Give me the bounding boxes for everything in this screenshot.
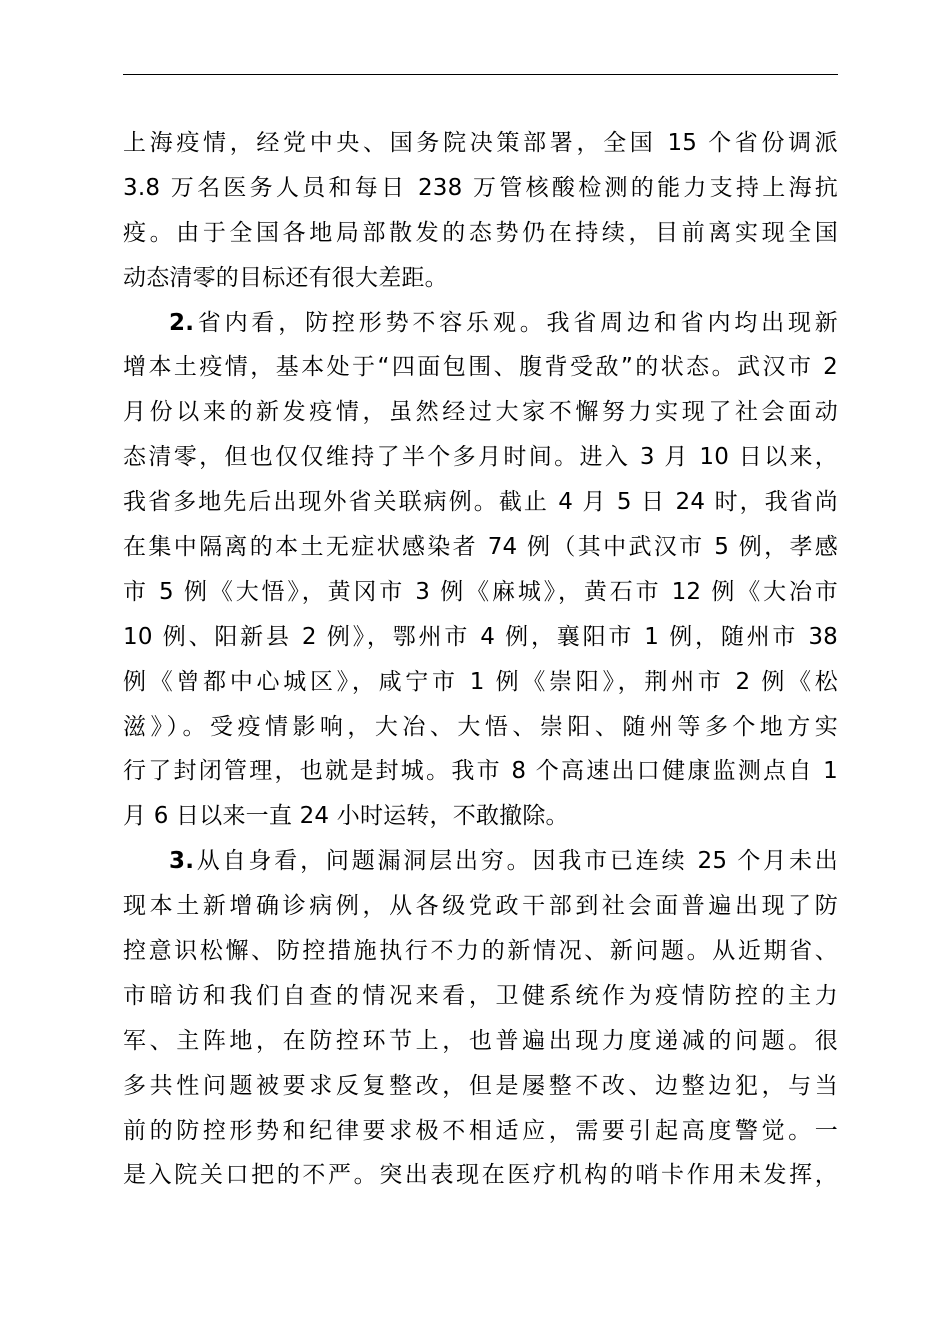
paragraph-first-line — [123, 301, 838, 346]
text-line: 现本土新增确诊病例，从各级党政干部到社会面普遍出现了防 — [123, 893, 838, 920]
header-rule — [123, 74, 838, 75]
text-span: 省内看，防控形势不容乐观。我省周边和省内均出现新 — [194, 309, 838, 336]
text-line: 是入院关口把的不严。突出表现在医疗机构的哨卡作用未发挥， — [123, 1162, 838, 1189]
text-line: 月 6 日以来一直 24 小时运转，不敢撤除。 — [123, 803, 569, 830]
text-line: 动态清零的目标还有很大差距。 — [123, 264, 448, 291]
text-line: 军、主阵地，在防控环节上，也普遍出现力度递减的问题。很 — [123, 1027, 838, 1054]
paragraph-3 — [123, 839, 838, 1198]
text-line: 在集中隔离的本土无症状感染者 74 例（其中武汉市 5 例，孝感 — [123, 534, 838, 561]
paragraph-2 — [123, 301, 838, 840]
text-line: 控意识松懈、防控措施执行不力的新情况、新问题。从近期省、 — [123, 938, 838, 965]
text-line: 我省多地先后出现外省关联病例。截止 4 月 5 日 24 时，我省尚 — [123, 489, 838, 516]
text-line: 市 5 例《大悟》，黄冈市 3 例《麻城》，黄石市 12 例《大冶市 — [123, 578, 838, 605]
text-line: 市暗访和我们自查的情况来看，卫健系统作为疫情防控的主力 — [123, 982, 838, 1009]
text-line: 疫。由于全国各地局部散发的态势仍在持续，目前离实现全国 — [123, 219, 838, 246]
text-line: 10 例、阳新县 2 例》，鄂州市 4 例，襄阳市 1 例，随州市 38 — [123, 623, 838, 650]
text-line: 例《曾都中心城区》，咸宁市 1 例《崇阳》，荆州市 2 例《松 — [123, 668, 838, 695]
text-line: 多共性问题被要求反复整改，但是屡整不改、边整边犯，与当 — [123, 1072, 838, 1099]
section-number: 3. — [169, 848, 195, 875]
text-line: 上海疫情，经党中央、国务院决策部署，全国 15 个省份调派 — [123, 130, 838, 156]
text-line: 月份以来的新发疫情，虽然经过大家不懈努力实现了社会面动 — [123, 399, 838, 426]
text-line: 态清零，但也仅仅维持了半个多月时间。进入 3 月 10 日以来， — [123, 444, 838, 471]
paragraph-first-line — [123, 839, 838, 884]
text-span: 从自身看，问题漏洞层出穷。因我市已连续 25 个月未出 — [194, 848, 838, 875]
section-number: 2. — [169, 309, 195, 336]
text-line: 增本土疫情，基本处于“四面包围、腹背受敌”的状态。武汉市 2 — [123, 354, 838, 381]
document-body — [123, 121, 838, 1198]
paragraph-1 — [123, 121, 838, 301]
text-line: 滋》）。受疫情影响，大冶、大悟、崇阳、随州等多个地方实 — [123, 713, 838, 740]
text-line: 行了封闭管理，也就是封城。我市 8 个高速出口健康监测点自 1 — [123, 758, 838, 785]
text-line: 3.8 万名医务人员和每日 238 万管核酸检测的能力支持上海抗 — [123, 174, 838, 201]
text-line: 前的防控形势和纪律要求极不相适应，需要引起高度警觉。一 — [123, 1117, 838, 1144]
